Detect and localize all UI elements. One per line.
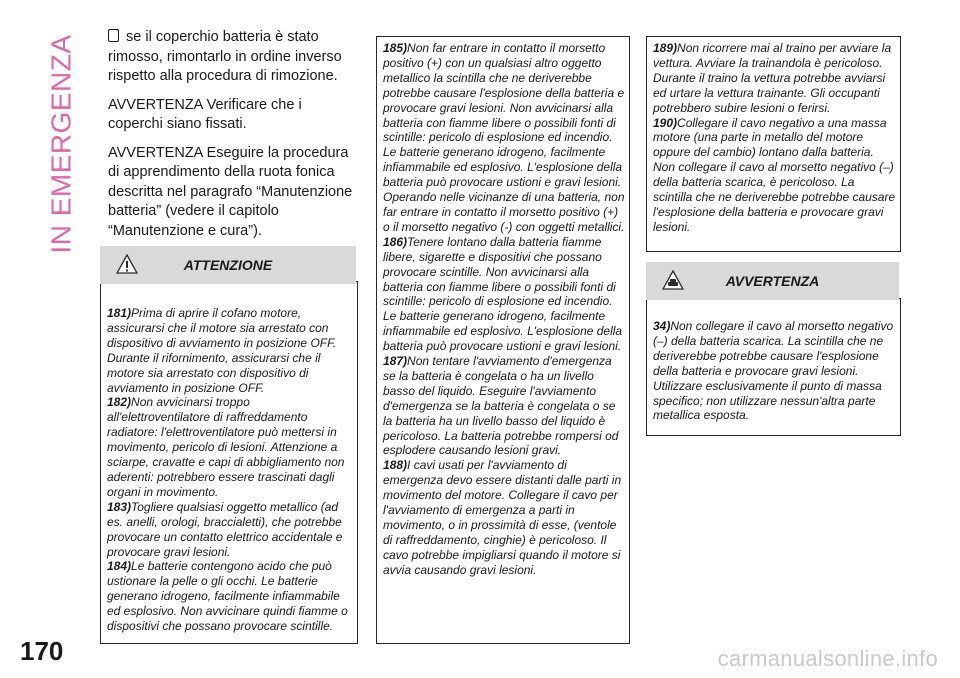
note-187: 187)Non tentare l'avviamento d'emergenza se la batteria è congelata o ha un livello basso del liquido. Eseguire l'avviamento d'emergenza se la batteria è congelata o se la batteria ha un livello basso del liquido è pericoloso. La batteria potrebbe rompersi od esplodere causando lesioni gravi.	[383, 354, 619, 458]
section-tab	[4, 20, 90, 320]
middle-notes	[383, 41, 625, 578]
middle-notes-box	[376, 36, 630, 644]
attenzione-box	[100, 281, 358, 644]
watermark: carmanualsonline.info	[717, 646, 938, 671]
avvertenza-title: AVVERTENZA	[725, 273, 820, 289]
attenzione-title: ATTENZIONE	[183, 257, 273, 273]
avvertenza-header	[646, 262, 899, 300]
avvertenza-box	[646, 298, 901, 436]
note-184: 184)Le batterie contengono acido che può ustionare la pelle o gli occhi. Le batterie generano idrogeno, facilmente infiammabile ed esplosivo. Non avvicinare quindi fiamme o dispositivi che possano provocare scintille.	[107, 559, 348, 634]
note-186: 186)Tenere lontano dalla batteria fiamme libere, sigarette e dispositivi che possano provocare scintille. Non avvicinarsi alla batteria con fiamme libere o possibili fonti di scintille: pericolo di esplosione ed incendio. Le batterie generano idrogeno, facilmente infiammabile ed esplosivo. L'esplosione della batteria può provocare ustioni e gravi lesioni.	[383, 234, 623, 354]
attenzione-notes	[107, 306, 352, 634]
note-190: 190)Collegare il cavo negativo a una massa motore (una parte in metallo del motore oppure del cambio) lontano dalla batteria. Non collegare il cavo al morsetto negativo (–) della batteria scarica, è pericoloso. La scintilla che ne deriverebbe potrebbe causare l'esplosione della batteria e provocare gravi lesioni.	[653, 115, 896, 234]
note-34: 34)Non collegare il cavo al morsetto negativo (–) della batteria scarica. La scintilla che ne deriverebbe potrebbe causare l'esplosione della batteria e provocare gravi lesioni. Utilizzare esclusivamente il punto di massa specifico; non utilizzare nessun'altra parte metallica esposta.	[653, 319, 894, 423]
intro-column	[108, 28, 358, 250]
intro-paragraph-2: AVVERTENZA Verificare che i coperchi siano fissati.	[108, 96, 302, 132]
right-notes	[653, 41, 897, 235]
note-188: 188)I cavi usati per l'avviamento di emergenza devo essere distanti dalle parti in movimento del motore. Collegare il cavo per l'avviamento di emergenza a parti in movimento, o in prossimità di esse, (ventole di raffreddamento, cinghie) è pericoloso. Il cavo potrebbe impigliarsi quando il motore si avvia causando gravi lesioni.	[383, 458, 622, 577]
note-182: 182)Non avvicinarsi troppo all'elettroventilatore di raffreddamento radiatore: l'elettroventilatore può mettersi in movimento, pericolo di lesioni. Attenzione a sciarpe, cravatte e capi di abbigliamento non aderenti: potrebbero essere trascinati dagli organi in movimento.	[107, 395, 345, 499]
page-number: 170	[20, 636, 64, 666]
intro-paragraph-1: se il coperchio batteria è stato rimosso, rimontarlo in ordine inverso rispetto alla procedura di rimozione.	[108, 29, 342, 84]
note-185: 185)Non far entrare in contatto il morsetto positivo (+) con un qualsiasi altro oggetto metallico la scintilla che ne deriverebbe potrebbe causare l'esplosione della batteria e provocare gravi lesioni. Non avvicinarsi alla batteria con fiamme libere o possibili fonti di scintille: pericolo di esplosione ed incendio. Le batterie generano idrogeno, facilmente infiammabile ed esplosivo. L'esplosione della batteria può provocare ustioni e gravi lesioni. Operando nelle vicinanze di una batteria, non far entrare in contatto il morsetto positivo (+) o il morsetto negativo (-) con oggetti metallici.	[383, 41, 625, 234]
checkbox-bullet-icon	[108, 29, 119, 42]
right-notes-box	[646, 36, 901, 252]
note-183: 183)Togliere qualsiasi oggetto metallico (ad es. anelli, orologi, braccialetti), che potrebbe provocare un contatto elettrico accidentale e provocare gravi lesioni.	[107, 499, 343, 559]
section-title: IN EMERGENZA	[45, 34, 77, 254]
attenzione-header	[100, 246, 356, 284]
avvertenza-notes	[653, 319, 897, 423]
intro-paragraph-3: AVVERTENZA Eseguire la procedura di apprendimento della ruota fonica descritta nel paragrafo “Manutenzione batteria” (vedere il capitolo “Manutenzione e cura”).	[108, 144, 353, 239]
note-189: 189)Non ricorrere mai al traino per avviare la vettura. Avviare la trainandola è pericoloso. Durante il traino la vettura potrebbe avviarsi ed urtare la vettura trainante. Gli occupanti potrebbero subire lesioni o ferirsi.	[653, 41, 892, 115]
note-181: 181)Prima di aprire il cofano motore, assicurarsi che il motore sia arrestato con dispositivo di avviamento in posizione OFF. Durante il rifornimento, assicurarsi che il motore sia arrestato con dispositivo di avviamento in posizione OFF.	[107, 306, 337, 395]
